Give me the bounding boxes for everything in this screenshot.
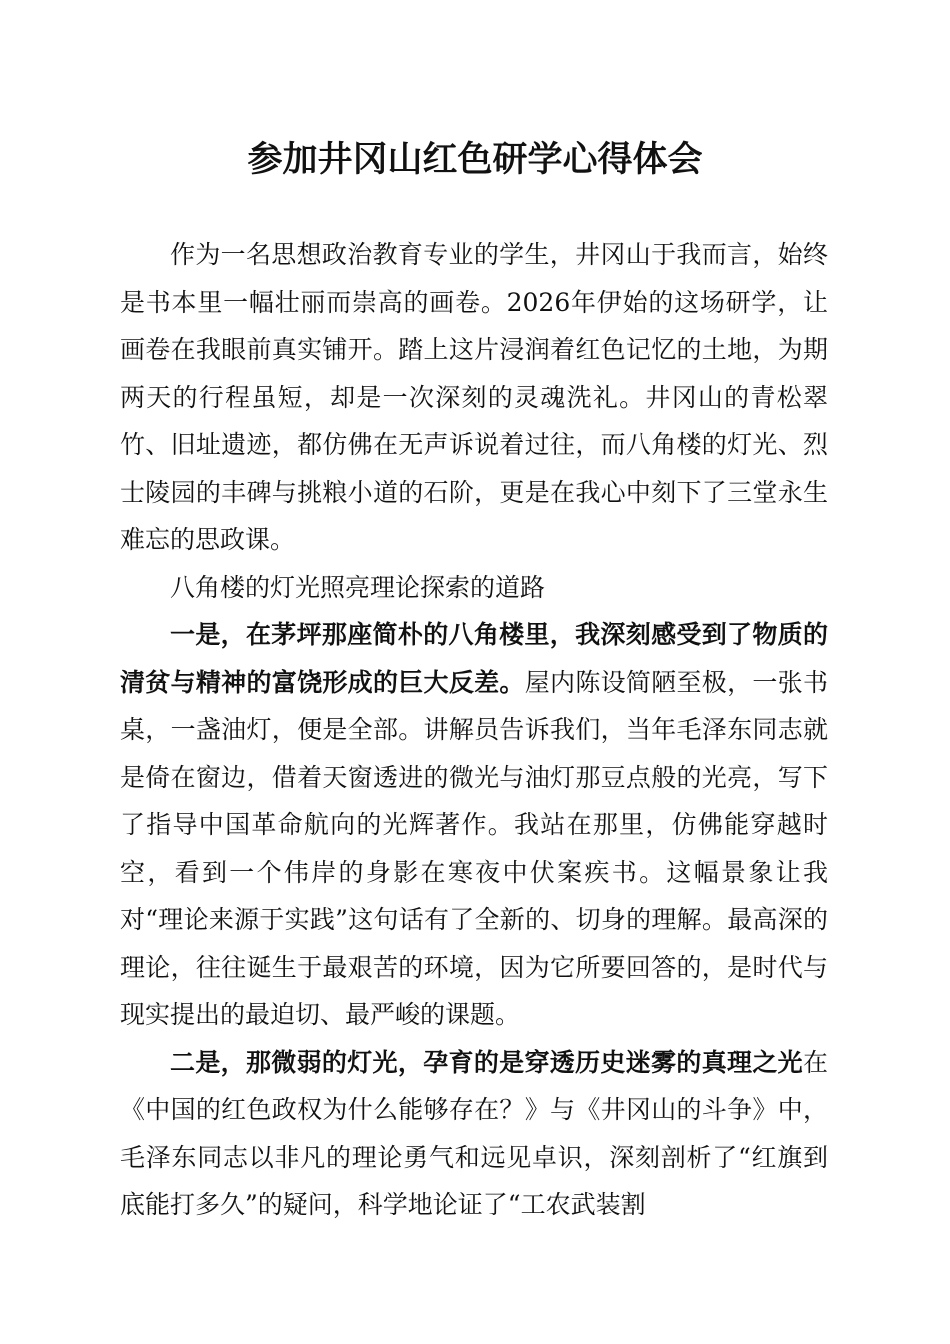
document-body: [120, 231, 828, 1229]
intro-paragraph: [120, 231, 828, 564]
point-two-lead: 二是，那微弱的灯光，孕育的是穿透历史迷雾的真理之光: [170, 1047, 803, 1077]
point-one-paragraph: [120, 611, 828, 1039]
point-one-lead: 一是，在茅坪那座简朴的八角楼里，我深刻感受到了物质的清贫与精神的富饶形成的巨大反差。: [120, 620, 828, 697]
point-two-text: 在《中国的红色政权为什么能够存在？》与《井冈山的斗争》中，毛泽东同志以非凡的理论勇气和远见卓识，深刻剖析了“红旗到底能打多久”的疑问，科学地论证了“工农武装割: [120, 1047, 828, 1219]
point-two-paragraph: [120, 1039, 828, 1229]
section-heading: [120, 564, 828, 612]
intro-paragraph-text: 作为一名思想政治教育专业的学生，井冈山于我而言，始终是书本里一幅壮丽而崇高的画卷。2026年伊始的这场研学，让画卷在我眼前真实铺开。踏上这片浸润着红色记忆的土地，为期两天的行程虽短，却是一次深刻的灵魂洗礼。井冈山的青松翠竹、旧址遗迹，都仿佛在无声诉说着过往，而八角楼的灯光、烈士陵园的丰碑与挑粮小道的石阶，更是在我心中刻下了三堂永生难忘的思政课。: [120, 240, 828, 554]
document-title: 参加井冈山红色研学心得体会: [247, 139, 703, 180]
section-heading-text: 八角楼的灯光照亮理论探索的道路: [170, 572, 546, 602]
point-one-text: 屋内陈设简陋至极，一张书桌，一盏油灯，便是全部。讲解员告诉我们，当年毛泽东同志就是倚在窗边，借着天窗透进的微光与油灯那豆点般的光亮，写下了指导中国革命航向的光辉著作。我站在那里，仿佛能穿越时空，看到一个伟岸的身影在寒夜中伏案疾书。这幅景象让我对“理论来源于实践”这句话有了全新的、切身的理解。最高深的理论，往往诞生于最艰苦的环境，因为它所要回答的，是时代与现实提出的最迫切、最严峻的课题。: [120, 667, 828, 1029]
